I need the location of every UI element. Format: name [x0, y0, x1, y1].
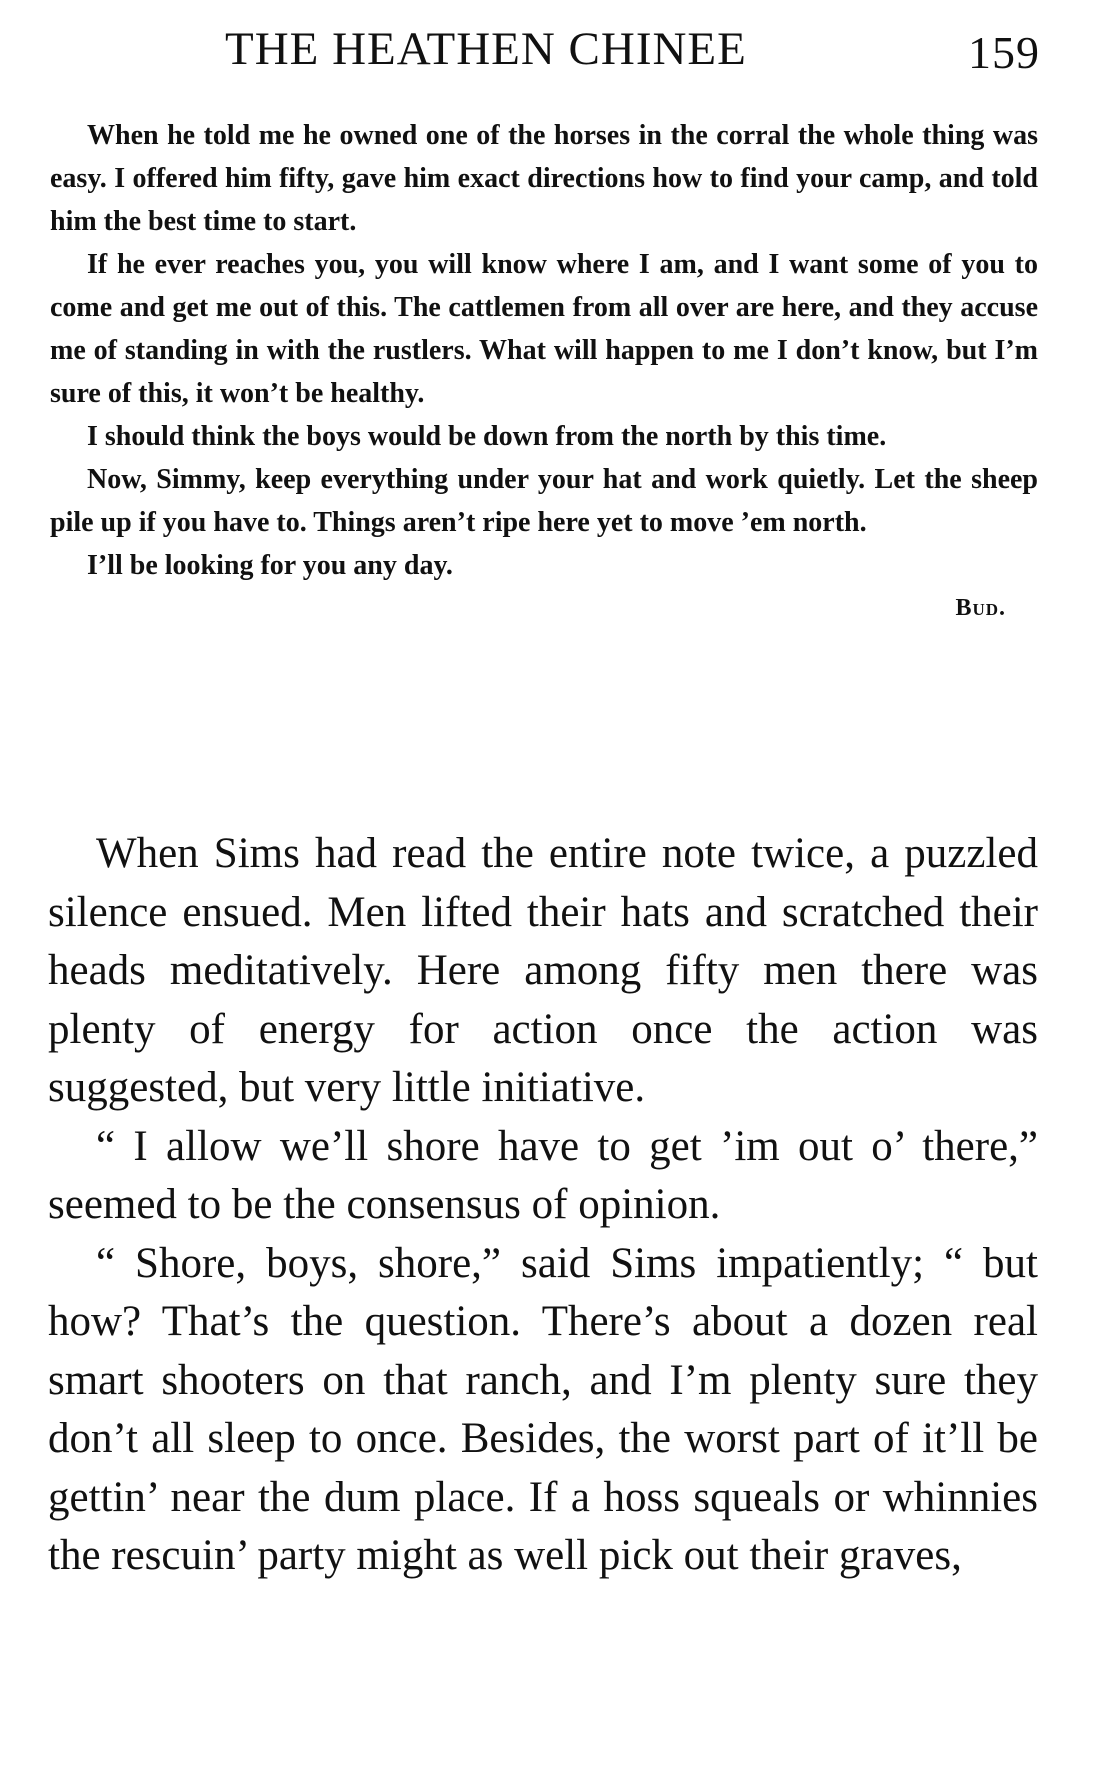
letter-paragraph: When he told me he owned one of the horses in the corral the whole thing was easy. I offered him fifty, gave him exact directions how to find your camp, and told him the best time to start. — [50, 120, 1038, 237]
page-number: 159 — [968, 27, 1040, 78]
letter-paragraph: If he ever reaches you, you will know where I am, and I want some of you to come and get me out of this. The cattlemen from all over are here, and they accuse me of standing in with the rustlers. What will happen to me I don’t know, but I’m sure of this, it won’t be healthy. — [50, 249, 1038, 409]
narrative-paragraph: “ I allow we’ll shore have to get ’im out o’ there,” seemed to be the consensus of opinion. — [48, 1122, 1038, 1228]
running-head — [50, 22, 1040, 82]
narrative-paragraph: “ Shore, boys, shore,” said Sims impatiently; “ but how? That’s the question. There’s about a dozen real smart shooters on that ranch, and I’m plenty sure they don’t all sleep to once. Besides, the worst part of it’ll be gettin’ near the dum place. If a hoss squeals or whinnies the rescuin’ party might as well pick out their graves, — [48, 1239, 1038, 1579]
narrative-paragraph: When Sims had read the entire note twice, a puzzled silence ensued. Men lifted their hats and scratched their heads meditatively. Here among fifty men there was plenty of energy for action once the action was suggested, but very little initiative. — [48, 830, 1038, 1111]
running-title: THE HEATHEN CHINEE — [225, 23, 747, 75]
letter-paragraph: Now, Simmy, keep everything under your hat and work quietly. Let the sheep pile up if you have to. Things aren’t ripe here yet to move ’em north. — [50, 464, 1038, 538]
letter-paragraph: I should think the boys would be down from the north by this time. — [87, 421, 887, 452]
letter-block — [50, 114, 1038, 630]
narrative-block — [48, 825, 1038, 1586]
letter-paragraph: I’ll be looking for you any day. — [87, 550, 453, 581]
letter-signature: Bud. — [955, 595, 1006, 621]
